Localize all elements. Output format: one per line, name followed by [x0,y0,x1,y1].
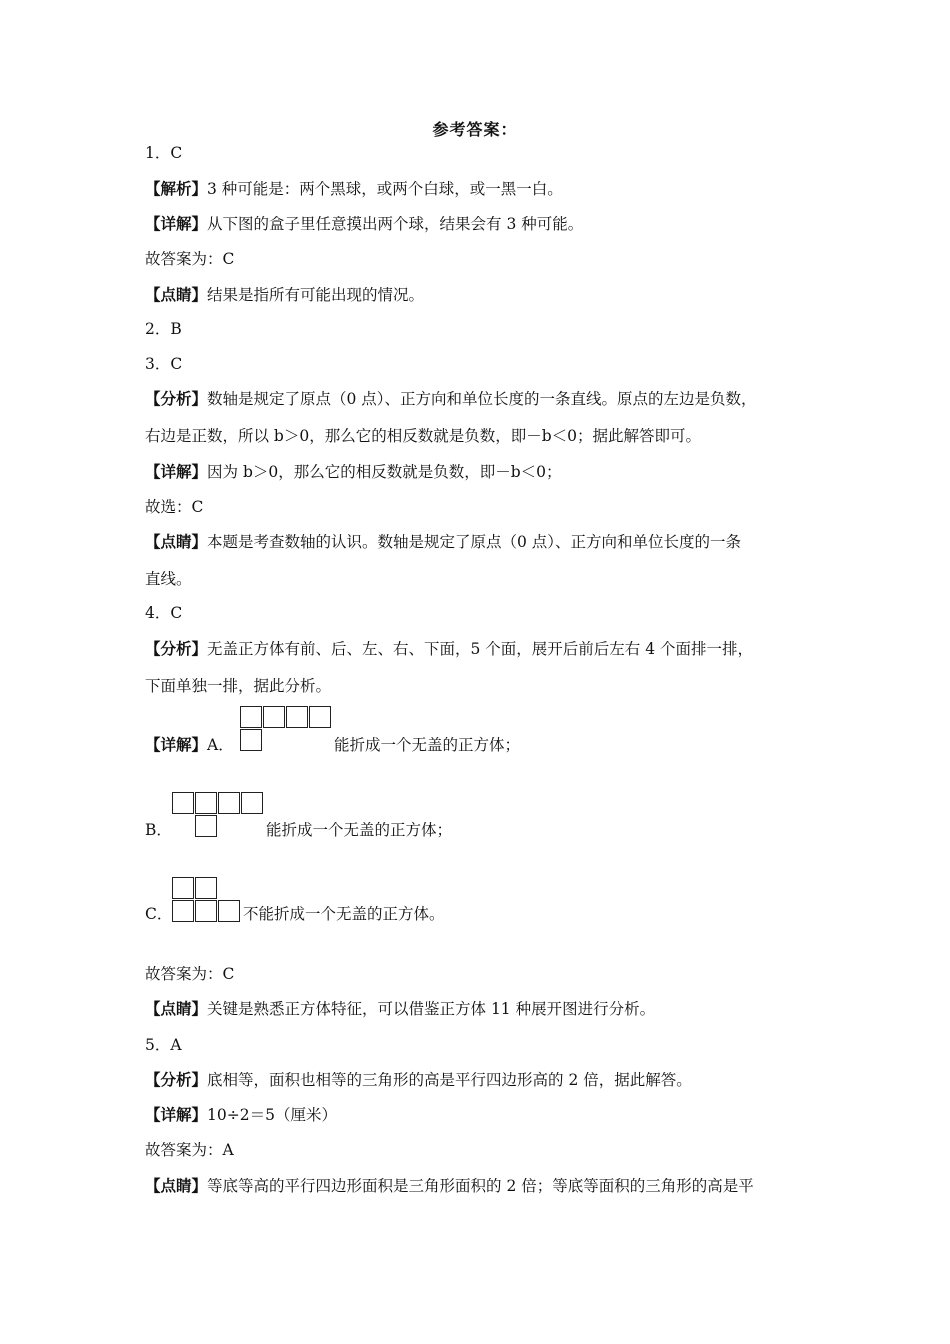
option-b-label: B． [145,821,172,839]
note-tag: 【点睛】 [145,285,208,304]
note-text: 等底等高的平行四边形面积是三角形面积的 2 倍；等底等面积的三角形的高是平 [207,1177,754,1195]
net-square [241,792,263,814]
q4-analysis-line-2: 下面单独一排，据此分析。 [145,677,332,695]
q5-detail [145,1104,337,1126]
net-square [195,815,217,837]
q5-analysis [145,1069,692,1091]
note-tag: 【点睛】 [145,1176,208,1195]
net-square [195,900,217,922]
detail-tag: 【详解】 [145,1105,208,1124]
analysis-tag: 【分析】 [145,1070,208,1089]
q3-analysis-line-2: 右边是正数，所以 b＞0，那么它的相反数就是负数，即－b＜0；据此解答即可。 [145,427,701,445]
analysis-text: 数轴是规定了原点（0 点）、正方向和单位长度的一条直线。原点的左边是负数， [207,390,757,408]
q3-answer: 故选：C [145,498,204,516]
analysis-text: 底相等，面积也相等的三角形的高是平行四边形高的 2 倍，据此解答。 [207,1071,692,1089]
analysis-tag: 【分析】 [145,389,208,408]
note-tag: 【点睛】 [145,532,208,551]
q5-answer: 故答案为：A [145,1141,234,1159]
page-title: 参考答案： [432,120,518,139]
option-a-text: 能折成一个无盖的正方体； [334,736,521,754]
q5-number: 5．A [145,1036,182,1054]
net-square [195,792,217,814]
q1-note [145,284,424,306]
net-square [218,792,240,814]
q1-answer: 故答案为：C [145,250,235,268]
net-square [263,706,285,728]
detail-tag: 【详解】 [145,462,208,481]
q1-analysis [145,178,563,200]
analysis-text: 无盖正方体有前、后、左、右、下面，5 个面，展开后前后左右 4 个面排一排， [207,640,754,658]
detail-text: 从下图的盒子里任意摸出两个球，结果会有 3 种可能。 [207,215,584,233]
analysis-tag: 【分析】 [145,639,208,658]
net-square [218,900,240,922]
q3-analysis-line-1 [145,388,757,410]
detail-text: 因为 b＞0，那么它的相反数就是负数，即－b＜0； [207,463,562,481]
net-square [309,706,331,728]
q3-note-line-2: 直线。 [145,570,192,588]
q4-answer: 故答案为：C [145,965,235,983]
detail-text: 10÷2＝5（厘米） [207,1106,337,1124]
note-text: 关键是熟悉正方体特征，可以借鉴正方体 11 种展开图进行分析。 [207,1000,656,1018]
q1-detail [145,213,583,235]
net-square [286,706,308,728]
q3-detail [145,461,562,483]
q4-analysis-line-1 [145,638,753,660]
analysis-text: 3 种可能是：两个黑球，或两个白球，或一黑一白。 [207,180,563,198]
note-text: 本题是考查数轴的认识。数轴是规定了原点（0 点）、正方向和单位长度的一条 [207,533,742,551]
net-square [172,900,194,922]
q5-note [145,1175,754,1197]
option-a-label: A． [207,736,234,754]
q2-number: 2．B [145,320,182,338]
detail-tag: 【详解】 [145,735,208,754]
q4-number: 4．C [145,604,183,622]
option-c-label: C． [145,905,173,923]
net-square [172,792,194,814]
net-square [240,706,262,728]
note-tag: 【点睛】 [145,999,208,1018]
net-square [195,877,217,899]
analysis-tag: 【解析】 [145,179,208,198]
net-square [172,877,194,899]
q4-detail-option-a [145,734,234,756]
q1-number: 1．C [145,144,183,162]
q3-note-line-1 [145,531,741,553]
option-b-text: 能折成一个无盖的正方体； [266,821,453,839]
net-square [240,729,262,751]
q4-note [145,998,655,1020]
q3-number: 3．C [145,355,183,373]
note-text: 结果是指所有可能出现的情况。 [207,286,425,304]
option-c-text: 不能折成一个无盖的正方体。 [243,905,445,923]
detail-tag: 【详解】 [145,214,208,233]
